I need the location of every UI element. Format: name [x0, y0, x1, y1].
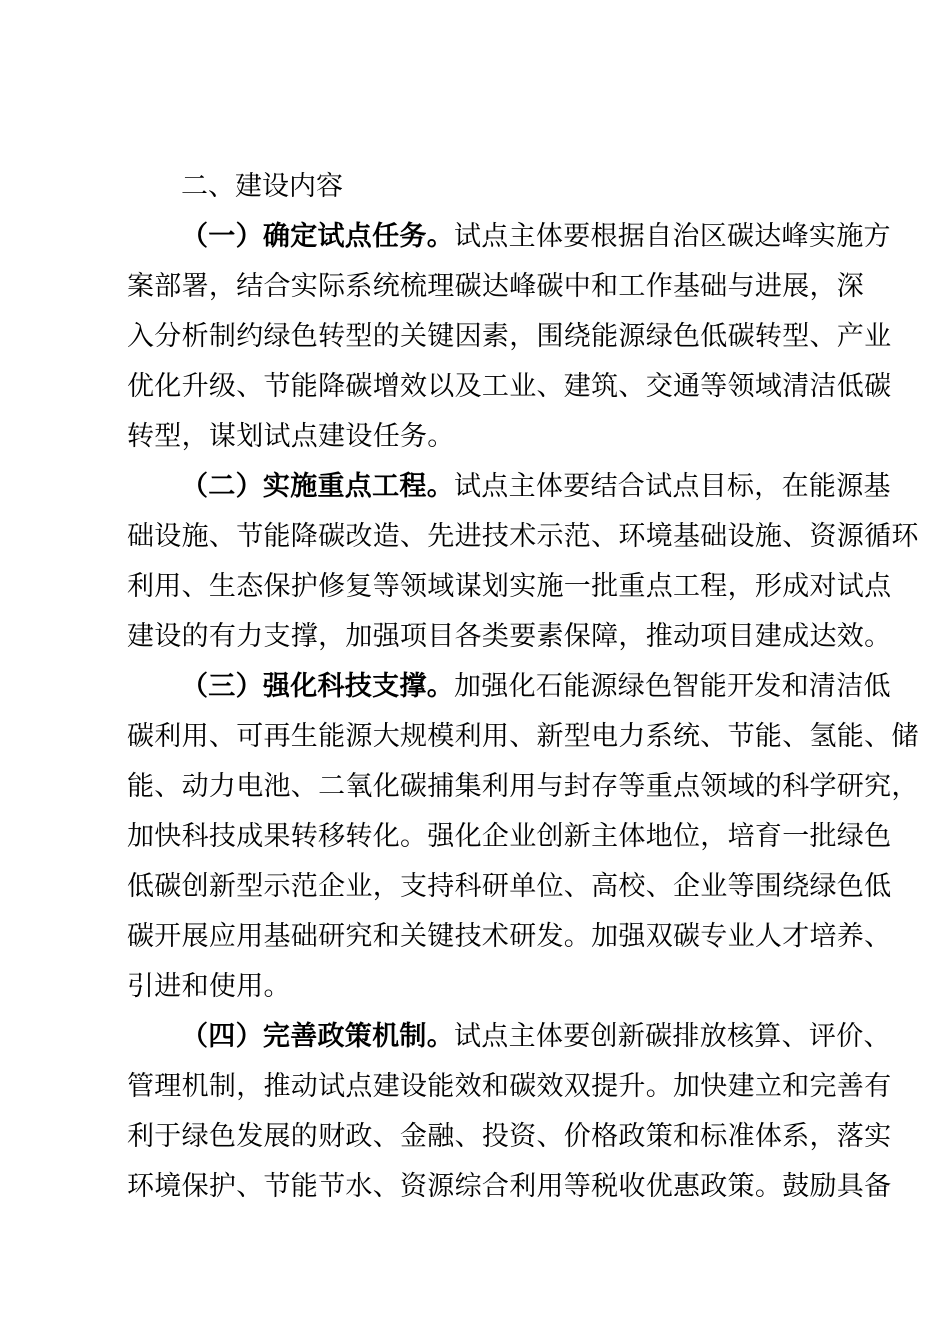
paragraph-3-line: 加快科技成果转移转化。强化企业创新主体地位，培育一批绿色: [127, 821, 892, 852]
paragraph-2-first-text: 试点主体要结合试点目标，在能源基: [454, 471, 891, 502]
section-heading: 二、建设内容: [181, 171, 343, 202]
paragraph-3-line: 引进和使用。: [127, 971, 291, 1002]
paragraph-2-line: 建设的有力支撑，加强项目各类要素保障，推动项目建成达效。: [127, 621, 892, 652]
paragraph-4-first-line: [181, 1012, 891, 1062]
paragraph-3-line: 能、动力电池、二氧化碳捕集利用与封存等重点领域的科学研究，: [127, 771, 919, 802]
paragraph-1-first-text: 试点主体要根据自治区碳达峰实施方: [454, 221, 891, 252]
paragraph-1-line: 转型，谋划试点建设任务。: [127, 421, 455, 452]
paragraph-4-line: 利于绿色发展的财政、金融、投资、价格政策和标准体系，落实: [127, 1121, 892, 1152]
paragraph-3-first-text: 加强化石能源绿色智能开发和清洁低: [454, 671, 891, 702]
paragraph-2-line: 础设施、节能降碳改造、先进技术示范、环境基础设施、资源循环: [127, 521, 919, 552]
paragraph-2-first-line: [181, 462, 891, 512]
paragraph-3-first-line: [181, 662, 891, 712]
paragraph-2-line: 利用、生态保护修复等领域谋划实施一批重点工程，形成对试点: [127, 571, 892, 602]
paragraph-3-line: 碳开展应用基础研究和关键技术研发。加强双碳专业人才培养、: [127, 921, 892, 952]
paragraph-3-line: 低碳创新型示范企业，支持科研单位、高校、企业等围绕绿色低: [127, 871, 892, 902]
paragraph-1-first-line: [181, 212, 891, 262]
paragraph-1-title: （一）确定试点任务。: [181, 221, 454, 252]
paragraph-4-line: 环境保护、节能节水、资源综合利用等税收优惠政策。鼓励具备: [127, 1171, 892, 1202]
paragraph-4-line: 管理机制，推动试点建设能效和碳效双提升。加快建立和完善有: [127, 1071, 892, 1102]
paragraph-4-first-text: 试点主体要创新碳排放核算、评价、: [454, 1021, 891, 1052]
paragraph-1-line: 案部署，结合实际系统梳理碳达峰碳中和工作基础与进展，深: [127, 271, 865, 302]
paragraph-4-title: （四）完善政策机制。: [181, 1021, 454, 1052]
paragraph-1-line: 优化升级、节能降碳增效以及工业、建筑、交通等领域清洁低碳: [127, 371, 892, 402]
paragraph-3-line: 碳利用、可再生能源大规模利用、新型电力系统、节能、氢能、储: [127, 721, 919, 752]
paragraph-1-line: 入分析制约绿色转型的关键因素，围绕能源绿色低碳转型、产业: [127, 321, 892, 352]
paragraph-3-title: （三）强化科技支撑。: [181, 671, 454, 702]
paragraph-2-title: （二）实施重点工程。: [181, 471, 454, 502]
